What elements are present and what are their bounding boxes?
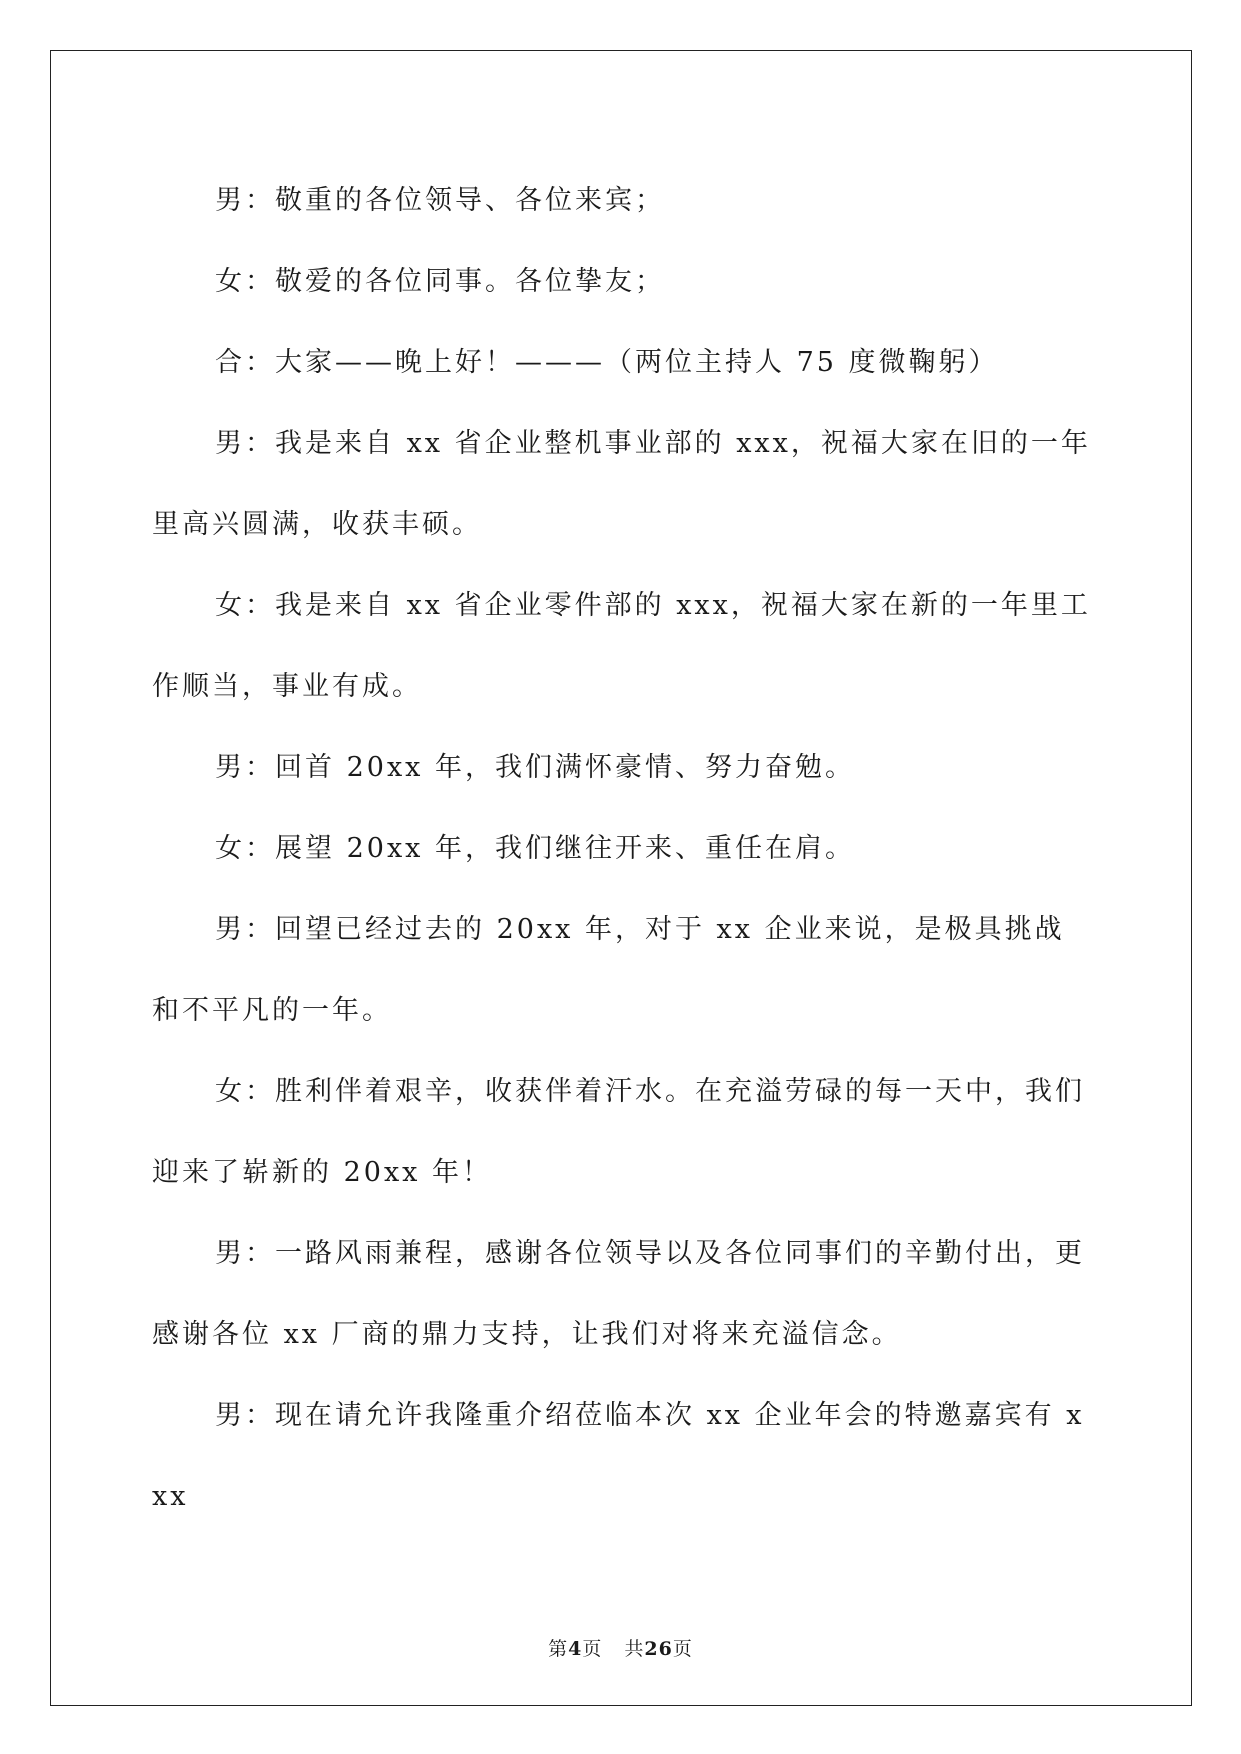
paragraph-4: 男：我是来自 xx 省企业整机事业部的 xxx，祝福大家在旧的一年里高兴圆满，收获丰硕。 — [152, 428, 1091, 540]
total-pages-number: 26 — [644, 1638, 673, 1660]
footer-total-suffix: 页 — [672, 1638, 693, 1660]
paragraph-3: 合：大家——晚上好！———（两位主持人 75 度微鞠躬） — [215, 347, 999, 378]
paragraph-7: 女：展望 20xx 年，我们继往开来、重任在肩。 — [215, 833, 855, 864]
paragraph-11: 男：现在请允许我隆重介绍莅临本次 xx 企业年会的特邀嘉宾有 xxx — [152, 1400, 1085, 1512]
footer-total-prefix: 共 — [624, 1638, 645, 1660]
paragraph-1: 男：敬重的各位领导、各位来宾； — [215, 185, 665, 216]
current-page-number: 4 — [568, 1638, 583, 1660]
paragraph-10: 男：一路风雨兼程，感谢各位领导以及各位同事们的辛勤付出，更感谢各位 xx 厂商的鼎力支持，让我们对将来充溢信念。 — [152, 1238, 1085, 1350]
footer-page-word: 页 — [582, 1638, 603, 1660]
page-footer — [0, 1634, 1241, 1661]
document-body — [152, 160, 1092, 1537]
paragraph-2: 女：敬爱的各位同事。各位挚友； — [215, 266, 665, 297]
paragraph-5: 女：我是来自 xx 省企业零件部的 xxx，祝福大家在新的一年里工作顺当，事业有成。 — [152, 590, 1091, 702]
paragraph-9: 女：胜利伴着艰辛，收获伴着汗水。在充溢劳碌的每一天中，我们迎来了崭新的 20xx 年！ — [152, 1076, 1085, 1188]
footer-prefix: 第 — [548, 1638, 569, 1660]
paragraph-8: 男：回望已经过去的 20xx 年，对于 xx 企业来说，是极具挑战和不平凡的一年。 — [152, 914, 1065, 1026]
paragraph-6: 男：回首 20xx 年，我们满怀豪情、努力奋勉。 — [215, 752, 855, 783]
